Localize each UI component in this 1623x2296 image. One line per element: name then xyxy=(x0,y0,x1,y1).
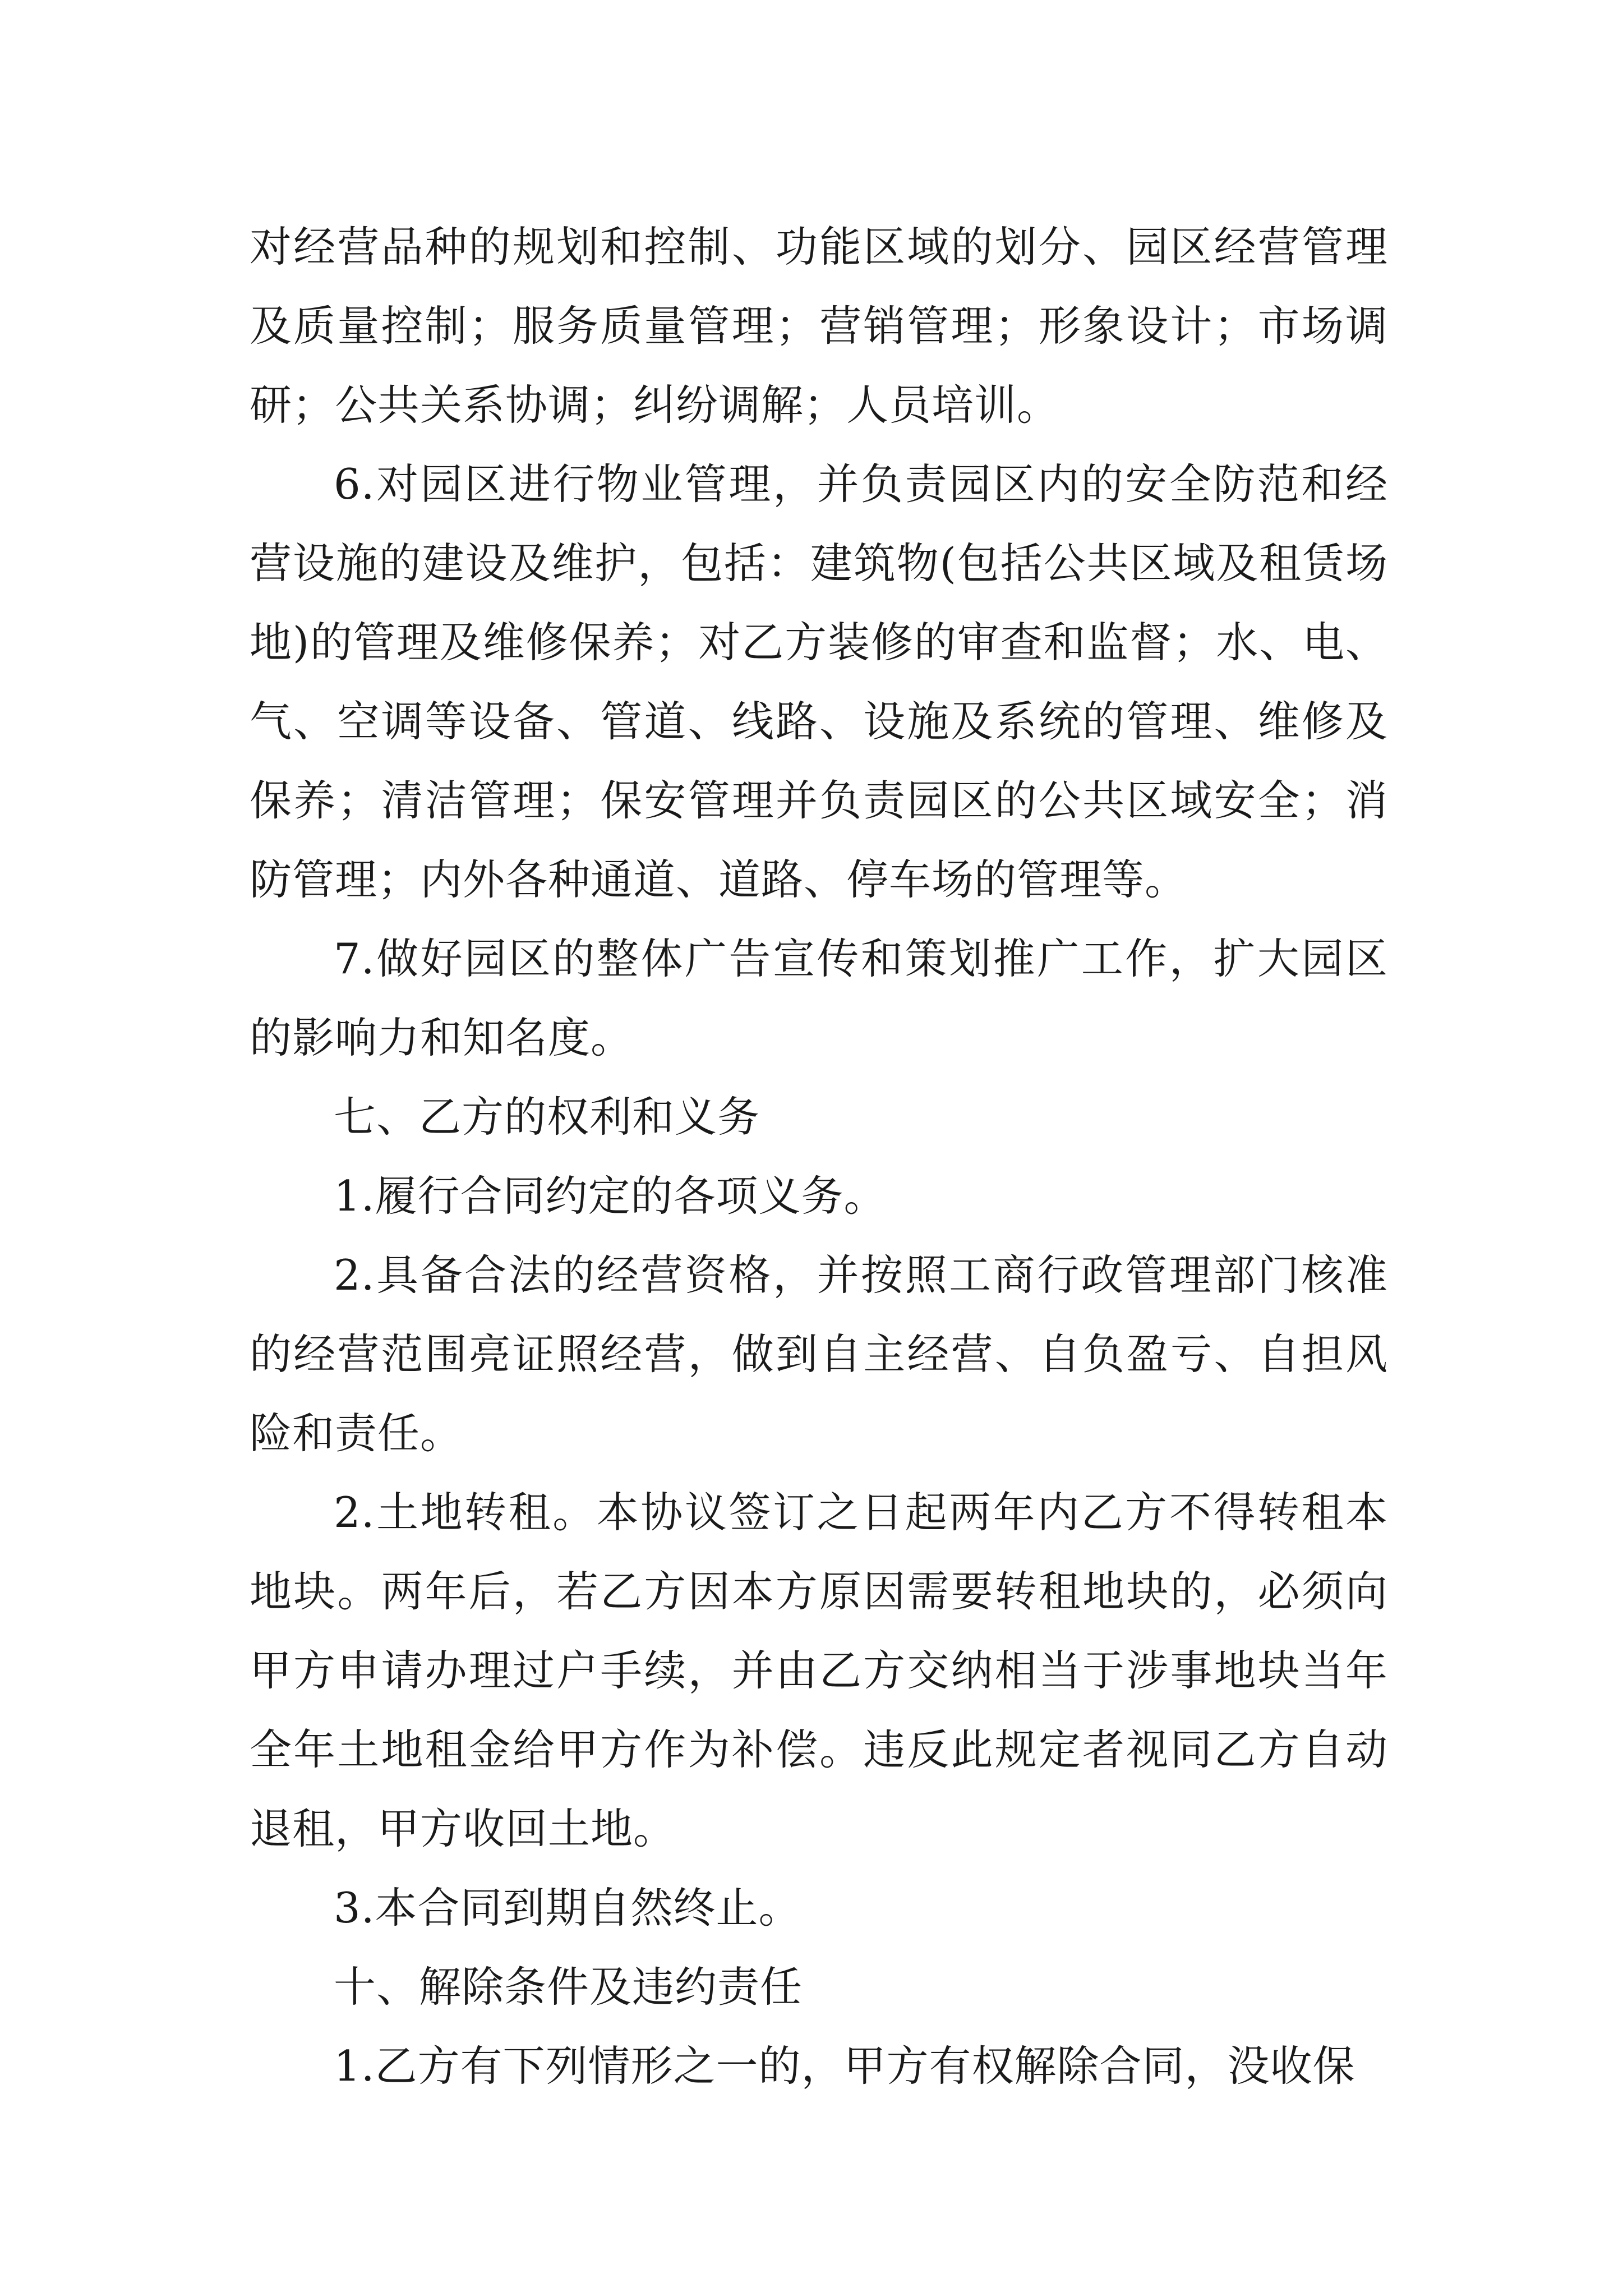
paragraph-legal-qualification: 2.具备合法的经营资格，并按照工商行政管理部门核准的经营范围亮证照经营，做到自主经营、自负盈亏、自担风险和责任。 xyxy=(250,1250,1388,1458)
paragraph-advertising: 7.做好园区的整体广告宣传和策划推广工作，扩大园区的影响力和知名度。 xyxy=(250,934,1388,1062)
document-body xyxy=(250,208,1388,2106)
section-heading-party-b-rights: 七、乙方的权利和义务 xyxy=(334,1092,760,1142)
paragraph-land-sublease: 2.土地转租。本协议签订之日起两年内乙方不得转租本地块。两年后，若乙方因本方原因需要转租地块的，必须向甲方申请办理过户手续，并由乙方交纳相当于涉事地块当年全年土地租金给甲方作为补偿。违反此规定者视同乙方自动退租，甲方收回土地。 xyxy=(250,1488,1388,1853)
paragraph-business-planning: 对经营品种的规划和控制、功能区域的划分、园区经营管理及质量控制；服务质量管理；营销管理；形象设计；市场调研；公共关系协调；纠纷调解；人员培训。 xyxy=(250,222,1388,430)
paragraph-contract-expiry: 3.本合同到期自然终止。 xyxy=(334,1883,801,1932)
paragraph-property-management: 6.对园区进行物业管理，并负责园区内的安全防范和经营设施的建设及维护，包括：建筑物(包括公共区域及租赁场地)的管理及维修保养；对乙方装修的审查和监督；水、电、气、空调等设备、管道、线路、设施及系统的管理、维修及保养；清洁管理；保安管理并负责园区的公共区域安全；消防管理；内外各种通道、道路、停车场的管理等。 xyxy=(250,459,1388,904)
section-heading-termination: 十、解除条件及违约责任 xyxy=(334,1962,803,2012)
paragraph-termination-conditions: 1.乙方有下列情形之一的，甲方有权解除合同，没收保 xyxy=(334,2041,1355,2091)
paragraph-fulfill-obligations: 1.履行合同约定的各项义务。 xyxy=(334,1171,887,1221)
